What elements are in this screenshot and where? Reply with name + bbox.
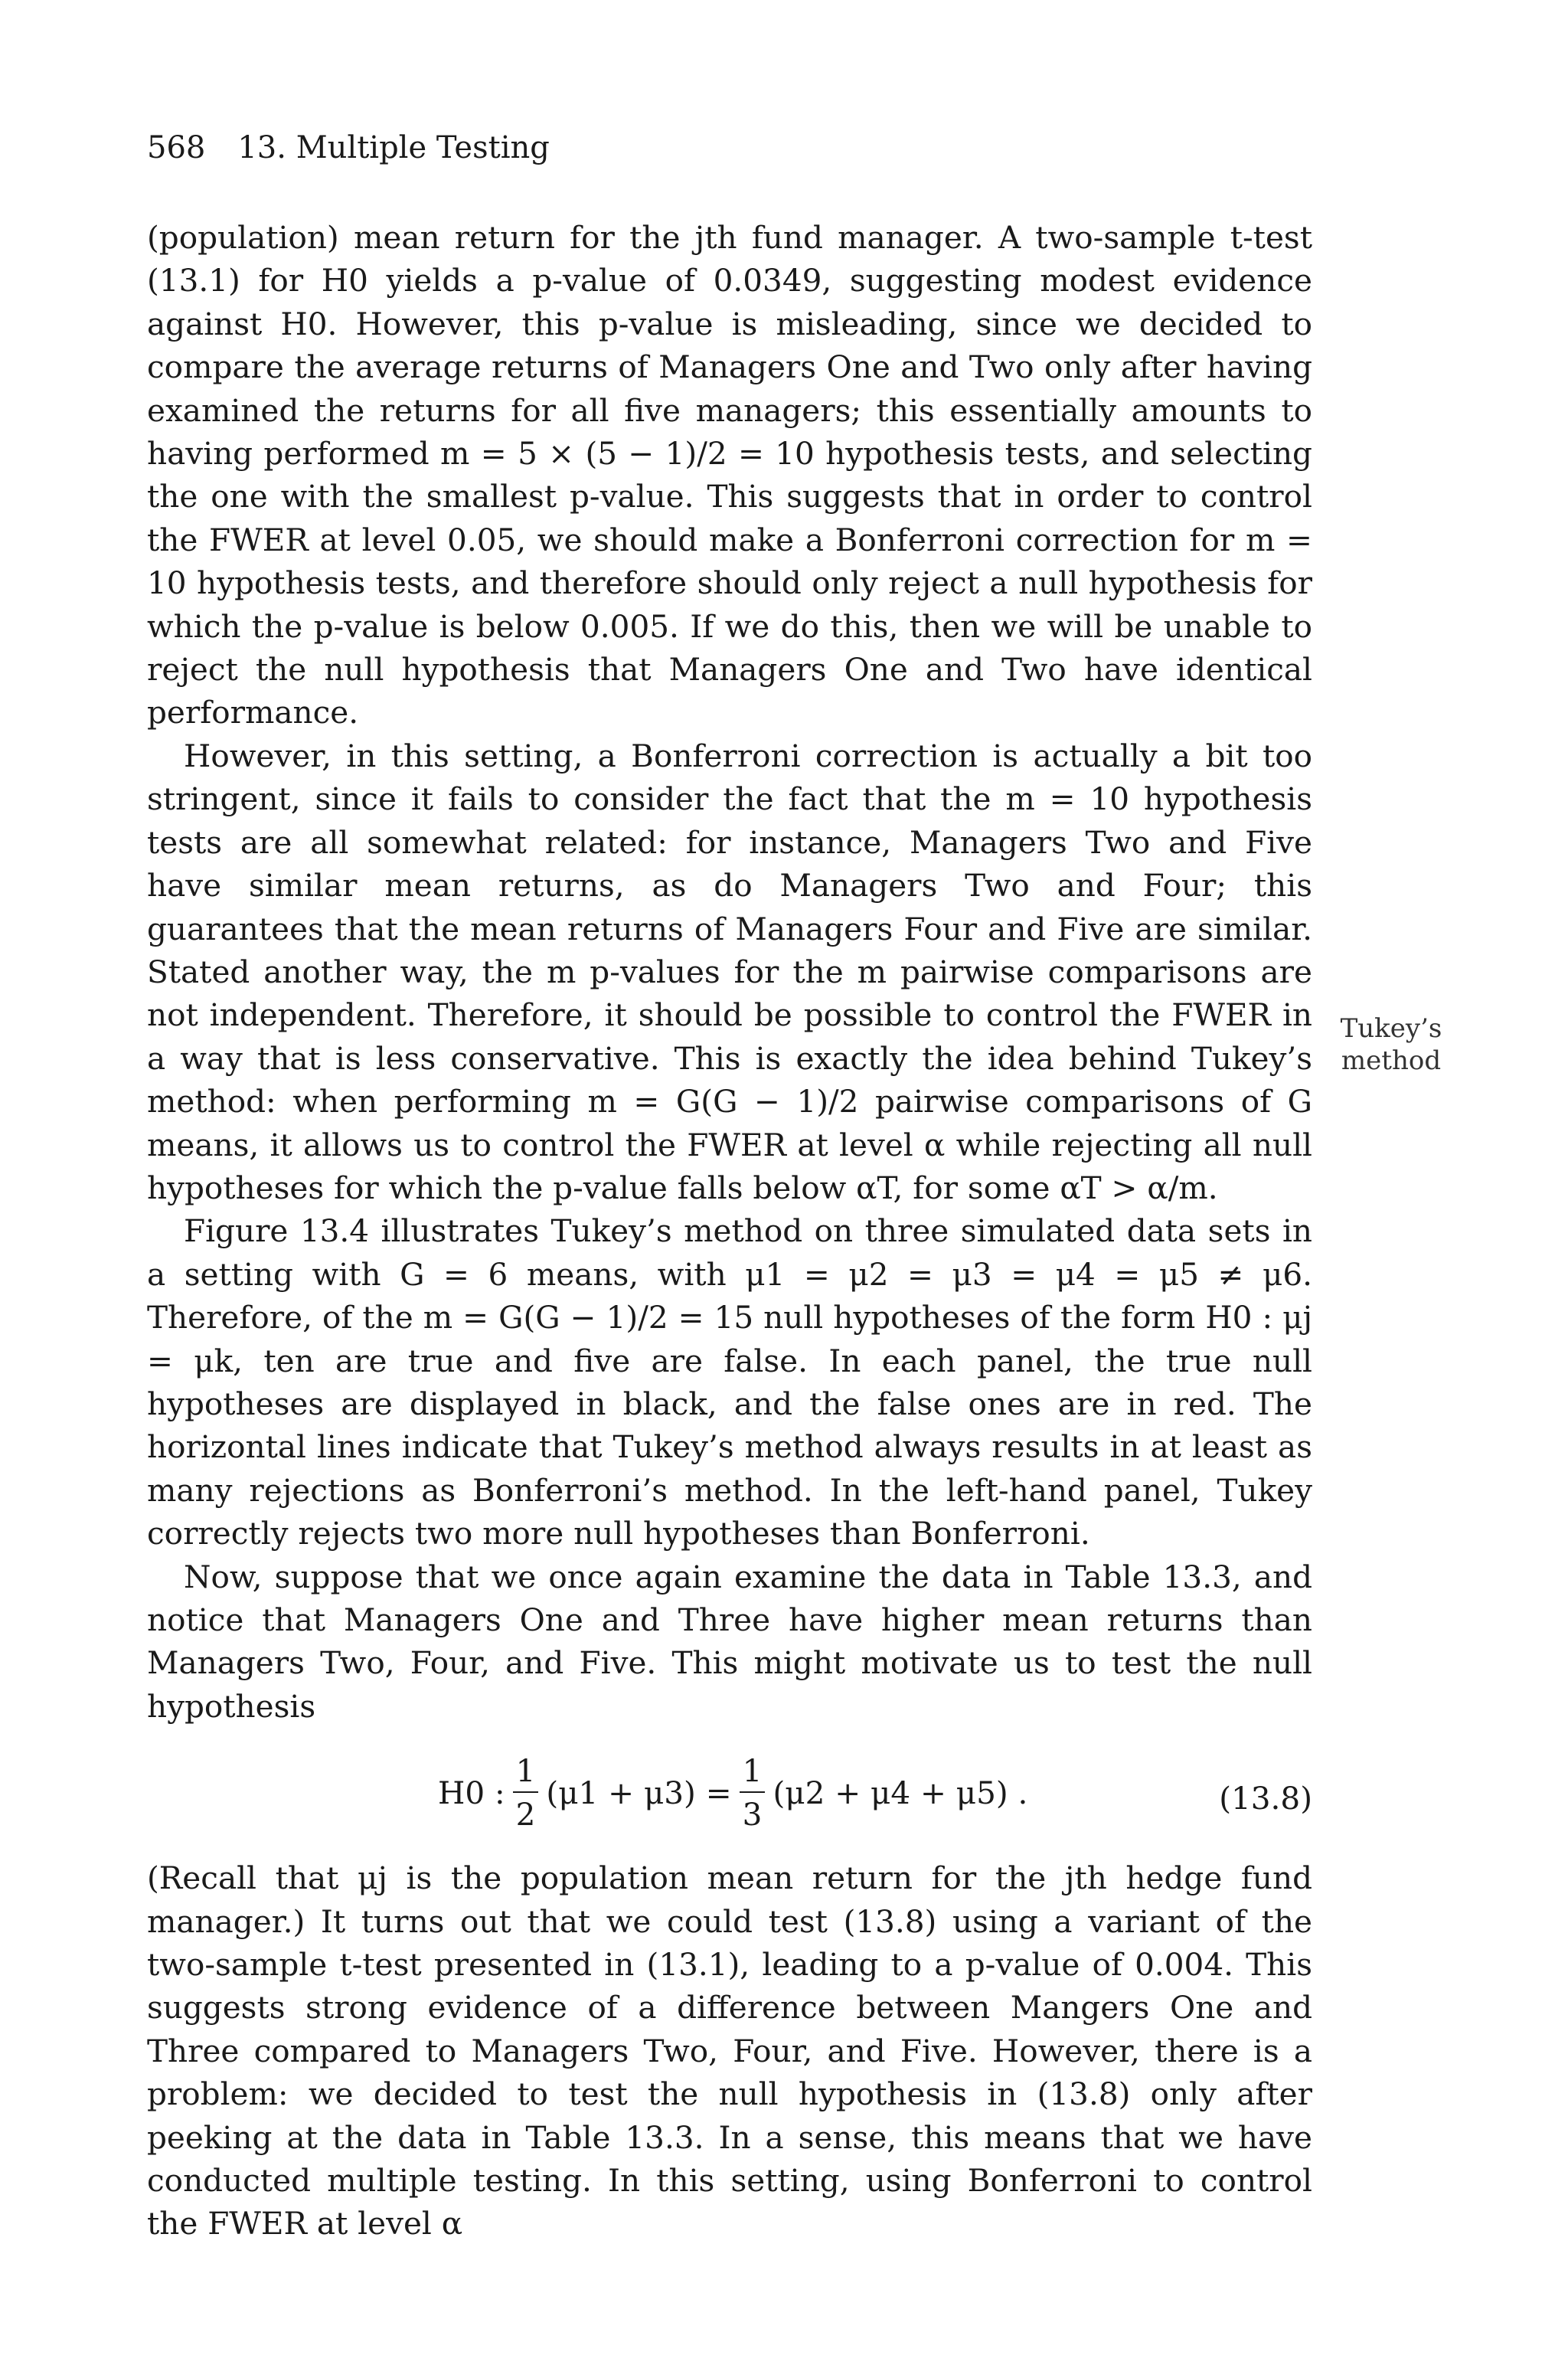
paragraph-4: Now, suppose that we once again examine the data in Table 13.3, and notice that Managers One and Three have higher mean returns than Managers Two, Four, and Five. This might motivate us to test the null hypothesis [147, 1558, 1312, 1725]
equation-term-1: (μ1 + μ3) = [546, 1774, 732, 1811]
chapter-title: 13. Multiple Testing [237, 130, 550, 165]
margin-note-line-2: method [1341, 1045, 1442, 1076]
margin-note-line-1: Tukey’s [1340, 1013, 1442, 1044]
fraction-denominator: 2 [515, 1795, 536, 1833]
page-number: 568 [147, 130, 206, 165]
equation-number: (13.8) [1219, 1780, 1312, 1817]
fraction-one-half [513, 1752, 539, 1833]
fraction-one-third [740, 1752, 766, 1833]
paragraph-1: (population) mean return for the jth fund manager. A two-sample t-test (13.1) for H0 yields a p-value of 0.0349, suggesting modest evidence against H0. However, this p-value is misleading, since we decided to compare the average returns of Managers One and Two only after having examined the returns for all five managers; this essentially amounts to having performed m = 5 × (5 − 1)/2 = 10 hypothesis tests, and selecting the one with the smallest p-value. This suggests that in order to control the FWER at level 0.05, we should make a Bonferroni correction for m = 10 hypothesis tests, and therefore should only reject a null hypothesis for which the p-value is below 0.005. If we do this, then we will be unable to reject the null hypothesis that Managers One and Two have identical performance. [147, 219, 1312, 731]
fraction-numerator: 1 [740, 1755, 766, 1793]
equation-body [438, 1752, 1028, 1833]
paragraph-2: However, in this setting, a Bonferroni correction is actually a bit too stringent, since it fails to consider the fact that the m = 10 hypothesis tests are all somewhat related: for instance, Managers Two and Five have similar mean returns, as do Managers Two and Four; this guarantees that the mean returns of Managers Four and Five are similar. Stated another way, the m p-values for the m pairwise comparisons are not independent. Therefore, it should be possible to control the FWER in a way that is less conservative. This is exactly the idea behind Tukey’s method: when performing m = G(G − 1)/2 pairwise comparisons of G means, it allows us to control the FWER at level α while rejecting all null hypotheses for which the p-value falls below αT, for some αT > α/m. [147, 737, 1312, 1206]
running-head [147, 129, 550, 167]
equation-13-8 [147, 1728, 1312, 1856]
equation-lhs: H0 : [438, 1774, 505, 1811]
fraction-denominator: 3 [742, 1795, 763, 1833]
equation-term-2: (μ2 + μ4 + μ5) . [773, 1774, 1028, 1811]
fraction-numerator: 1 [513, 1755, 539, 1793]
paragraph-5: (Recall that μj is the population mean return for the jth hedge fund manager.) It turns out that we could test (13.8) using a variant of the two-sample t-test presented in (13.1), leading to a p-value of 0.004. This suggests strong evidence of a difference between Mangers One and Three compared to Managers Two, Four, and Five. However, there is a problem: we decided to test the null hypothesis in (13.8) only after peeking at the data in Table 13.3. In a sense, this means that we have conducted multiple testing. In this setting, using Bonferroni to control the FWER at level α [147, 1860, 1312, 2242]
paragraph-3: Figure 13.4 illustrates Tukey’s method on three simulated data sets in a setting with G = 6 means, with μ1 = μ2 = μ3 = μ4 = μ5 ≠ μ6. Therefore, of the m = G(G − 1)/2 = 15 null hypotheses of the form H0 : μj = μk, ten are true and five are false. In each panel, the true null hypotheses are displayed in black, and the false ones are in red. The horizontal lines indicate that Tukey’s method always results in at least as many rejections as Bonferroni’s method. In the left-hand panel, Tukey correctly rejects two more null hypotheses than Bonferroni. [147, 1212, 1312, 1552]
margin-note-tukeys-method [1334, 1012, 1449, 1077]
body-text [147, 216, 1312, 2246]
